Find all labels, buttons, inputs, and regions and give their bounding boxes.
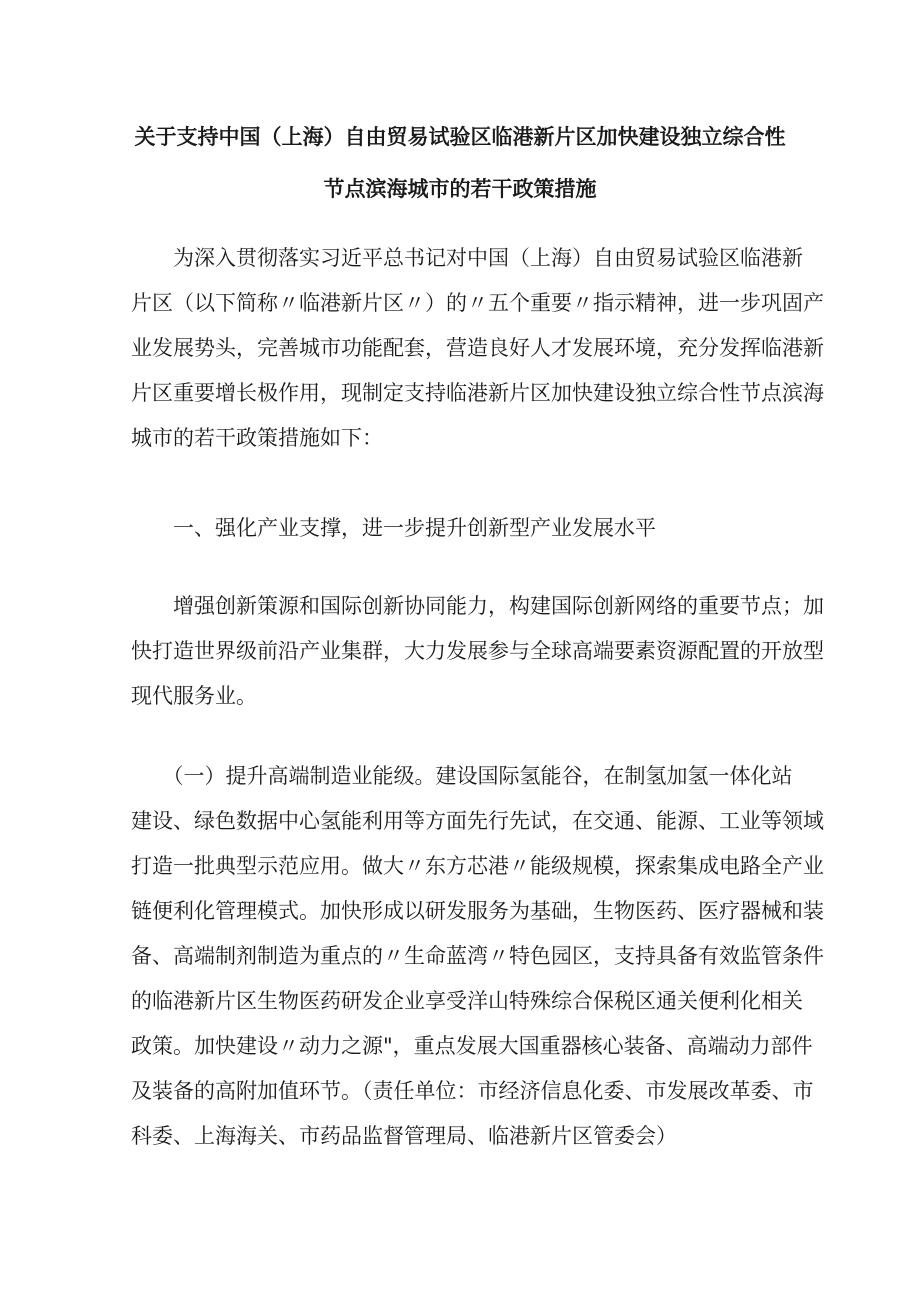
document-title-line-1: 关于支持中国（上海）自由贸易试验区临港新片区加快建设独立综合性 bbox=[134, 125, 786, 149]
intro-line: 城市的若干政策措施如下： bbox=[131, 426, 383, 450]
section-intro-line: 现代服务业。 bbox=[131, 684, 257, 708]
section-intro-line: 增强创新策源和国际创新协同能力，构建国际创新网络的重要节点；加 bbox=[131, 594, 824, 618]
document-title-line-2: 节点滨海城市的若干政策措施 bbox=[323, 177, 597, 201]
item-1-line: 科委、上海海关、市药品监督管理局、临港新片区管委会） bbox=[131, 1124, 677, 1148]
item-1-line: 备、高端制剂制造为重点的〃生命蓝湾〃特色园区，支持具备有效监管条件 bbox=[131, 944, 824, 968]
item-1-line: 及装备的高附加值环节。（责任单位：市经济信息化委、市发展改革委、市 bbox=[131, 1079, 814, 1103]
item-1-line: 的临港新片区生物医药研发企业享受洋山特殊综合保税区通关便利化相关 bbox=[131, 989, 803, 1013]
item-1-line: 链便利化管理模式。加快形成以研发服务为基础，生物医药、医疗器械和装 bbox=[131, 899, 824, 923]
item-1-line: 建设、绿色数据中心氢能利用等方面先行先试，在交通、能源、工业等领域 bbox=[131, 809, 824, 833]
item-1-line: （一）提升高端制造业能级。建设国际氢能谷，在制氢加氢一体化站 bbox=[131, 764, 793, 788]
section-heading-text: 一、强化产业支撑，进一步提升创新型产业发展水平 bbox=[131, 516, 656, 540]
intro-paragraph bbox=[131, 236, 824, 461]
section-intro-line: 快打造世界级前沿产业集群，大力发展参与全球高端要素资源配置的开放型 bbox=[131, 639, 824, 663]
item-1-line: 政策。加快建设〃动力之源"，重点发展大国重器核心装备、高端动力部件 bbox=[131, 1034, 813, 1058]
section-heading bbox=[131, 506, 791, 551]
intro-line: 片区（以下简称〃临港新片区〃）的〃五个重要〃指示精神，进一步巩固产 bbox=[131, 291, 824, 315]
item-1-paragraph bbox=[131, 754, 824, 1159]
intro-line: 业发展势头，完善城市功能配套，营造良好人才发展环境，充分发挥临港新 bbox=[131, 336, 824, 360]
item-1-line: 打造一批典型示范应用。做大〃东方芯港〃能级规模，探索集成电路全产业 bbox=[131, 854, 824, 878]
intro-line: 为深入贯彻落实习近平总书记对中国（上海）自由贸易试验区临港新 bbox=[131, 246, 803, 270]
section-intro-paragraph bbox=[131, 584, 824, 719]
intro-line: 片区重要增长极作用，现制定支持临港新片区加快建设独立综合性节点滨海 bbox=[131, 381, 824, 405]
